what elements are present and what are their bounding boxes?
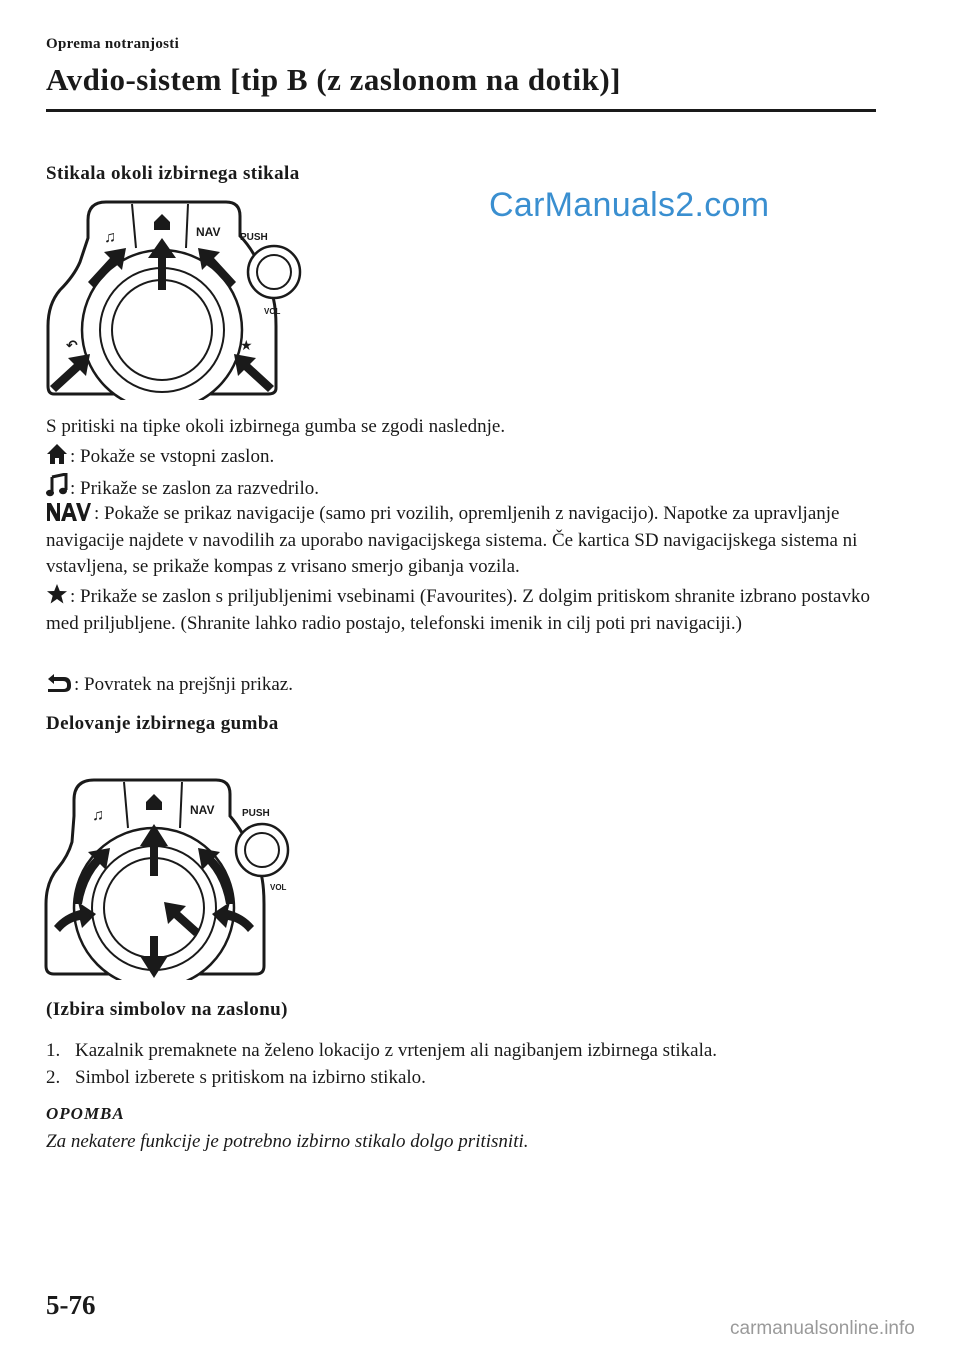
step-2 [46,1067,426,1089]
volume-knob [257,255,291,289]
note-text: Za nekatere funkcije je potrebno izbirno stikalo dolgo pritisniti. [46,1131,529,1152]
step-1 [46,1040,717,1062]
list-item-back [46,671,293,696]
back-arrow-icon: ↶ [66,337,78,353]
watermark: CarManuals2.com [489,186,770,224]
step-number: 1. [46,1040,61,1061]
star-icon: ★ [240,337,253,353]
list-item-text: : Prikaže se zaslon s priljubljenimi vsebinami (Favourites). Z dolgim pritiskom shranite izbrano postavko med priljubljene. (Shranite lahko radio postajo, telefonski imenik in cilj poti pri navigaciji.) [46,586,870,634]
section2-subheading: (Izbira simbolov na zaslonu) [46,999,288,1020]
page-title: Avdio-sistem [tip B (z zaslonom na dotik)] [46,62,621,97]
volume-knob [245,833,279,867]
push-label: PUSH [240,232,268,243]
nav-icon [46,500,92,522]
section2-heading: Delovanje izbirnega gumba [46,713,279,734]
star-icon [46,583,68,605]
section1-heading: Stikala okoli izbirnega stikala [46,163,300,184]
title-rule [46,109,876,112]
footer-watermark: carmanualsonline.info [730,1318,915,1339]
commander-switch-figure-1 [44,198,306,400]
vol-label: VOL [270,883,287,892]
commander-knob [112,280,212,380]
list-item-music [46,473,319,500]
list-item-text: : Povratek na prejšnji prikaz. [74,674,293,695]
music-note-icon: ♫ [92,807,104,824]
list-item-nav [46,500,876,581]
list-item-text: : Pokaže se vstopni zaslon. [70,446,275,467]
music-note-icon: ♫ [104,229,116,246]
list-item-favourites [46,583,876,637]
nav-label: NAV [190,803,215,817]
vol-label: VOL [264,307,281,316]
list-item-text: : Prikaže se zaslon za razvedrilo. [70,478,319,499]
section1-intro: S pritiski na tipke okoli izbirnega gumba se zgodi naslednje. [46,416,506,437]
page-number: 5-76 [46,1290,96,1320]
commander-switch-figure-2 [44,776,306,980]
back-arrow-icon [46,671,72,693]
home-icon [46,443,68,465]
list-item-home [46,443,274,468]
step-number: 2. [46,1067,61,1088]
step-text: Simbol izberete s pritiskom na izbirno stikalo. [75,1067,426,1088]
nav-label: NAV [196,225,221,239]
section-label: Oprema notranjosti [46,36,180,52]
note-title: OPOMBA [46,1104,125,1123]
music-note-icon [46,473,68,497]
push-label: PUSH [242,808,270,819]
step-text: Kazalnik premaknete na želeno lokacijo z vrtenjem ali nagibanjem izbirnega stikala. [75,1040,718,1061]
list-item-text: : Pokaže se prikaz navigacije (samo pri vozilih, opremljenih z navigacijo). Napotke za upravljanje navigacije najdete v navodilih za uporabo navigacijskega sistema. Če kartica SD navigacijskega sistema ni vstavljena, se prikaže kompas z vrisano smerjo gibanja vozila. [46,503,858,577]
